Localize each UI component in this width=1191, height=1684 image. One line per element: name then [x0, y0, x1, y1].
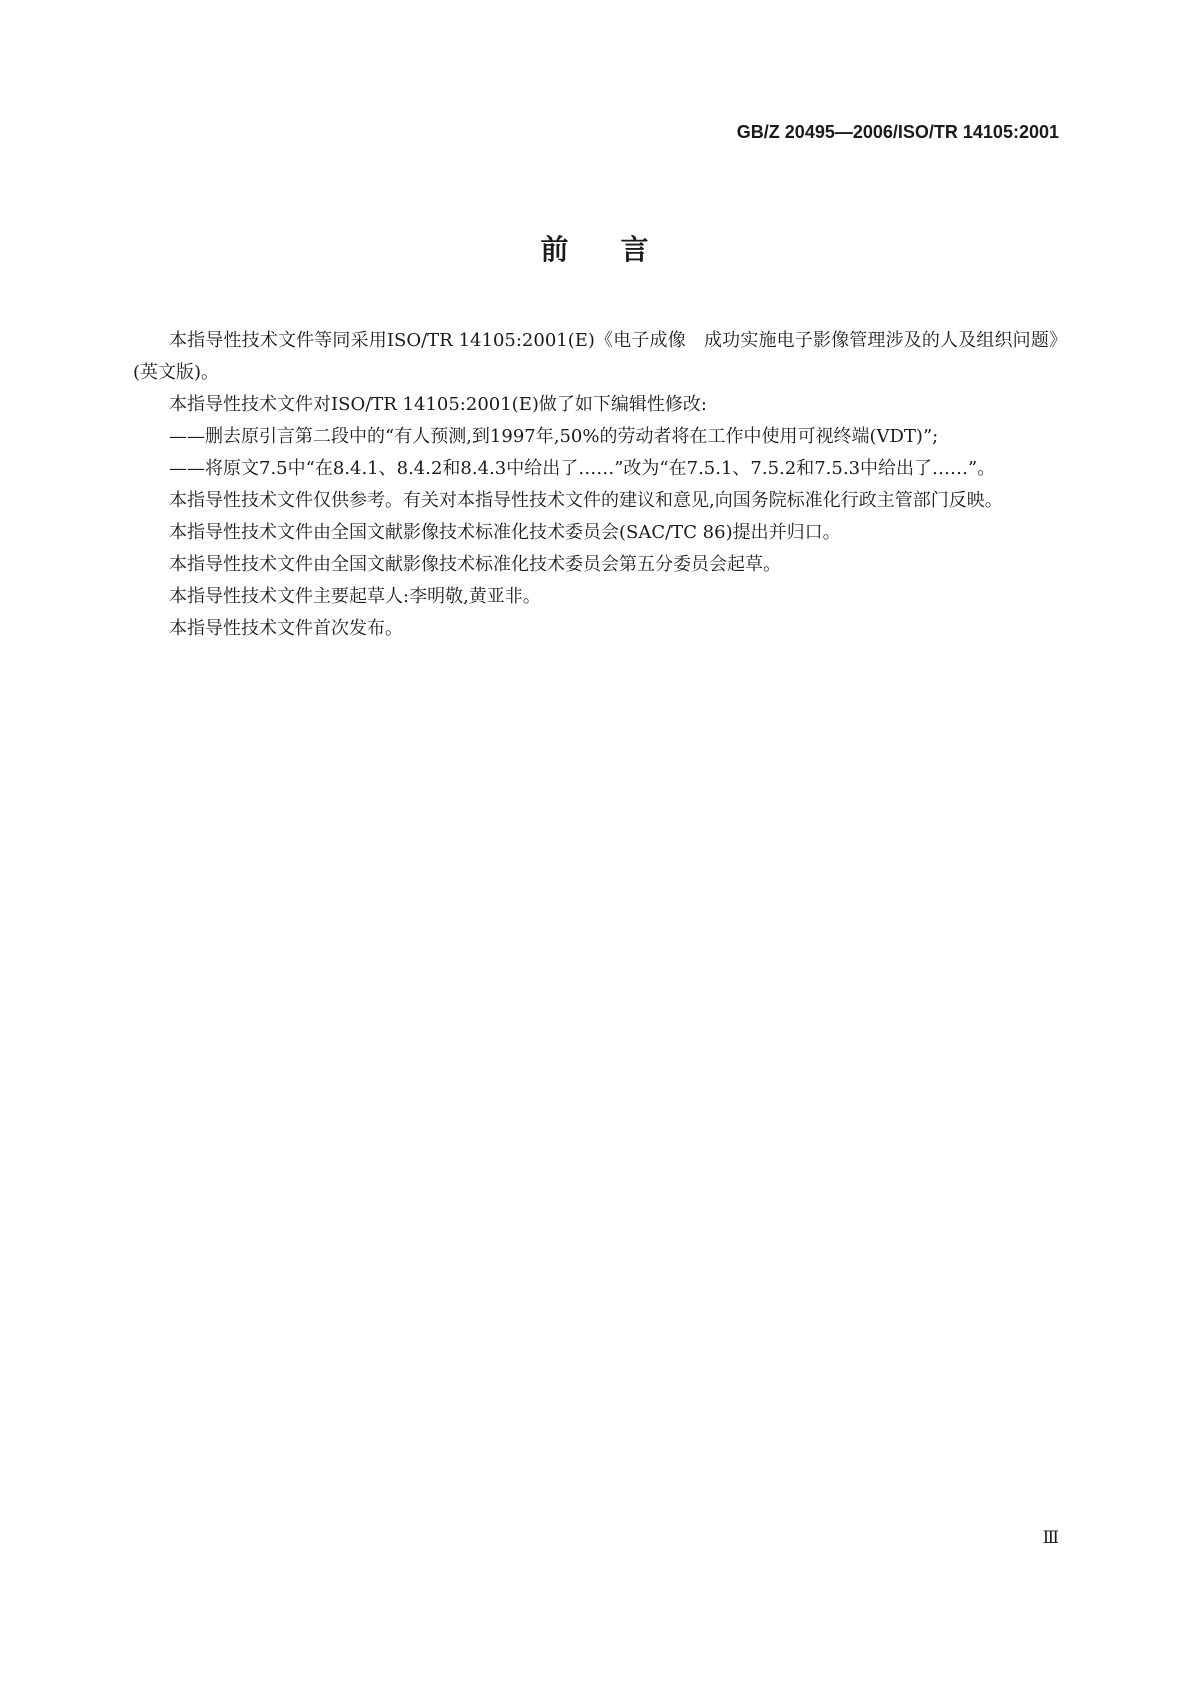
title-char-1: 前 [540, 233, 571, 266]
paragraph-first-release: 本指导性技术文件首次发布。 [169, 618, 403, 639]
paragraph-reference-note: 本指导性技术文件仅供参考。有关对本指导性技术文件的建议和意见,向国务院标准化行政主管部门反映。 [169, 490, 1003, 511]
page-number: Ⅲ [1042, 1528, 1059, 1547]
foreword-body [133, 325, 1058, 645]
title-char-2: 言 [620, 233, 651, 266]
page-title [0, 228, 1191, 268]
paragraph-drafting-org: 本指导性技术文件由全国文献影像技术标准化技术委员会第五分委员会起草。 [169, 554, 781, 575]
paragraph-adoption: 本指导性技术文件等同采用ISO/TR 14105:2001(E)《电子成像 成功实施电子影像管理涉及的人及组织问题》(英文版)。 [133, 330, 1058, 383]
document-code: GB/Z 20495—2006/ISO/TR 14105:2001 [736, 122, 1059, 142]
modification-item-2: ——将原文7.5中“在8.4.1、8.4.2和8.4.3中给出了……”改为“在7.5.1、7.5.2和7.5.3中给出了……”。 [169, 458, 996, 479]
paragraph-modifications-intro: 本指导性技术文件对ISO/TR 14105:2001(E)做了如下编辑性修改: [169, 394, 707, 415]
paragraph-drafters: 本指导性技术文件主要起草人:李明敬,黄亚非。 [169, 586, 541, 607]
modification-item-1: ——删去原引言第二段中的“有人预测,到1997年,50%的劳动者将在工作中使用可视终端(VDT)”; [169, 426, 939, 447]
paragraph-proposer: 本指导性技术文件由全国文献影像技术标准化技术委员会(SAC/TC 86)提出并归口。 [169, 522, 841, 543]
